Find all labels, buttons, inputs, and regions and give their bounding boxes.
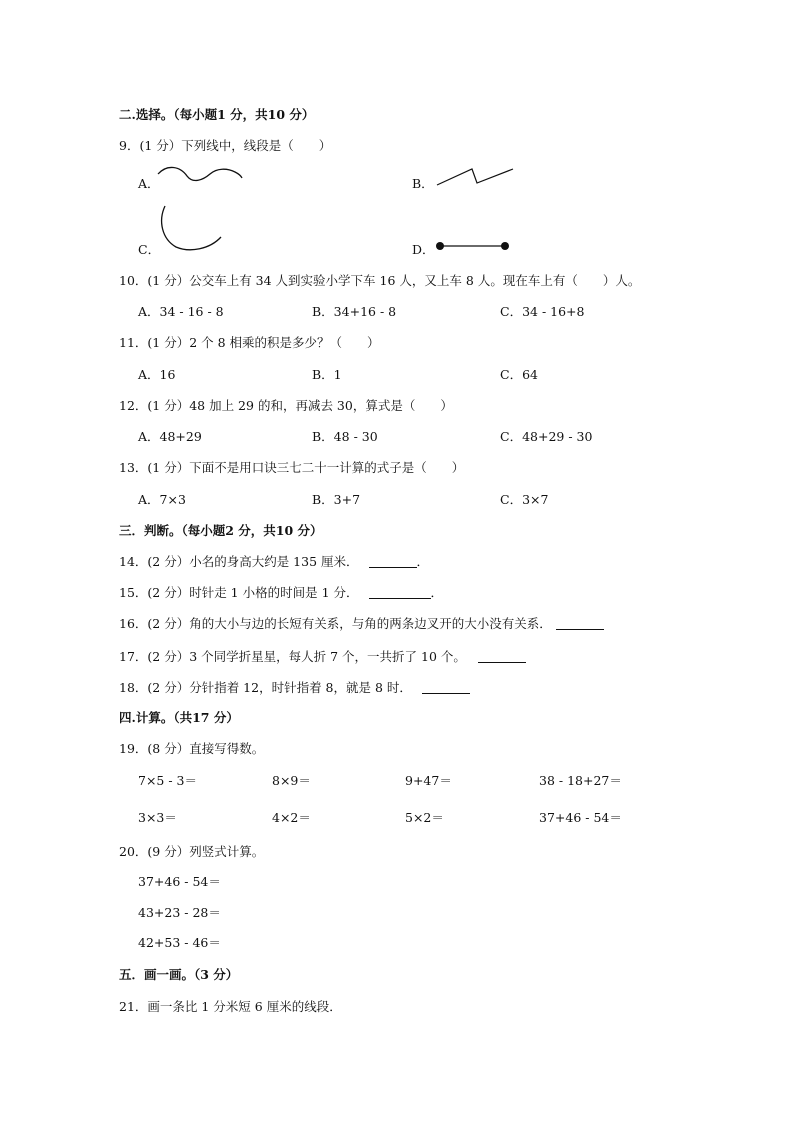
q10-option-c: C．34 - 16+8 bbox=[500, 304, 585, 319]
question-20-stem: 20．(9 分）列竖式计算。 bbox=[119, 844, 265, 859]
q9-option-d-segment bbox=[433, 238, 515, 254]
question-9-stem: 9．(1 分）下列线中，线段是（ ） bbox=[119, 138, 332, 153]
question-14-stem: 14．(2 分）小名的身高大约是 135 厘米． bbox=[119, 554, 359, 569]
question-19-stem: 19．(8 分）直接写得数。 bbox=[119, 741, 265, 756]
question-11-stem: 11．(1 分）2 个 8 相乘的积是多少？（ ） bbox=[119, 335, 380, 350]
calc-item: 37+46 - 54＝ bbox=[539, 810, 622, 825]
calc-item: 5×2＝ bbox=[405, 810, 444, 825]
question-16 bbox=[119, 614, 604, 632]
question-17-stem: 17．(2 分）3 个同学折星星，每人折 7 个，一共折了 10 个。 bbox=[119, 649, 466, 664]
calc-item: 7×5 - 3＝ bbox=[138, 773, 198, 788]
q9-option-b-label: B． bbox=[412, 176, 434, 191]
question-15-stem: 15．(2 分）时针走 1 小格的时间是 1 分． bbox=[119, 585, 359, 600]
question-15-end: ． bbox=[430, 585, 444, 600]
question-16-stem: 16．(2 分）角的大小与边的长短有关系，与角的两条边叉开的大小没有关系． bbox=[119, 616, 552, 631]
q10-option-b: B．34+16 - 8 bbox=[312, 304, 397, 319]
q12-option-b: B．48 - 30 bbox=[312, 429, 378, 444]
q9-option-d-label: D． bbox=[412, 242, 435, 257]
q9-option-b-polyline bbox=[435, 166, 520, 191]
q12-option-c: C．48+29 - 30 bbox=[500, 429, 593, 444]
section-heading-choice: 二.选择。（每小题1 分，共10 分） bbox=[119, 107, 315, 122]
q11-option-c: C．64 bbox=[500, 367, 538, 382]
answer-blank[interactable] bbox=[556, 617, 604, 630]
answer-blank[interactable] bbox=[369, 555, 417, 568]
q13-option-a: A．7×3 bbox=[138, 492, 186, 507]
calc-item: 9+47＝ bbox=[405, 773, 452, 788]
calc-item: 3×3＝ bbox=[138, 810, 177, 825]
question-12-stem: 12．(1 分）48 加上 29 的和，再减去 30，算式是（ ） bbox=[119, 398, 453, 413]
q9-option-c-label: C． bbox=[138, 242, 161, 257]
calc-item: 8×9＝ bbox=[272, 773, 311, 788]
question-17 bbox=[119, 647, 526, 665]
section-heading-draw: 五．画一画。（3 分） bbox=[119, 967, 239, 982]
vertical-calc-item: 42+53 - 46＝ bbox=[138, 935, 221, 950]
answer-blank[interactable] bbox=[422, 681, 470, 694]
q9-option-c-arc bbox=[158, 203, 228, 253]
question-18-stem: 18．(2 分）分针指着 12，时针指着 8，就是 8 时． bbox=[119, 680, 412, 695]
q13-option-c: C．3×7 bbox=[500, 492, 549, 507]
calc-item: 4×2＝ bbox=[272, 810, 311, 825]
question-14 bbox=[119, 552, 429, 570]
question-10-stem: 10．(1 分）公交车上有 34 人到实验小学下车 16 人，又上车 8 人。现在车上有（ ）人。 bbox=[119, 273, 641, 288]
q9-option-a-label: A． bbox=[138, 176, 160, 191]
vertical-calc-item: 43+23 - 28＝ bbox=[138, 905, 221, 920]
q13-option-b: B．3+7 bbox=[312, 492, 361, 507]
question-21-stem: 21．画一条比 1 分米短 6 厘米的线段． bbox=[119, 999, 342, 1014]
section-heading-calc: 四.计算。（共17 分） bbox=[119, 710, 239, 725]
answer-blank[interactable] bbox=[369, 586, 431, 599]
calc-item: 38 - 18+27＝ bbox=[539, 773, 622, 788]
question-18 bbox=[119, 678, 470, 696]
answer-blank[interactable] bbox=[478, 650, 526, 663]
q10-option-a: A．34 - 16 - 8 bbox=[138, 304, 224, 319]
question-15 bbox=[119, 583, 443, 601]
q11-option-a: A．16 bbox=[138, 367, 176, 382]
q12-option-a: A．48+29 bbox=[138, 429, 202, 444]
vertical-calc-item: 37+46 - 54＝ bbox=[138, 874, 221, 889]
q11-option-b: B．1 bbox=[312, 367, 342, 382]
question-13-stem: 13．(1 分）下面不是用口诀三七二十一计算的式子是（ ） bbox=[119, 460, 465, 475]
section-heading-judge: 三．判断。（每小题2 分，共10 分） bbox=[119, 523, 323, 538]
question-14-end: ． bbox=[416, 554, 430, 569]
q9-option-a-curve bbox=[155, 162, 245, 192]
